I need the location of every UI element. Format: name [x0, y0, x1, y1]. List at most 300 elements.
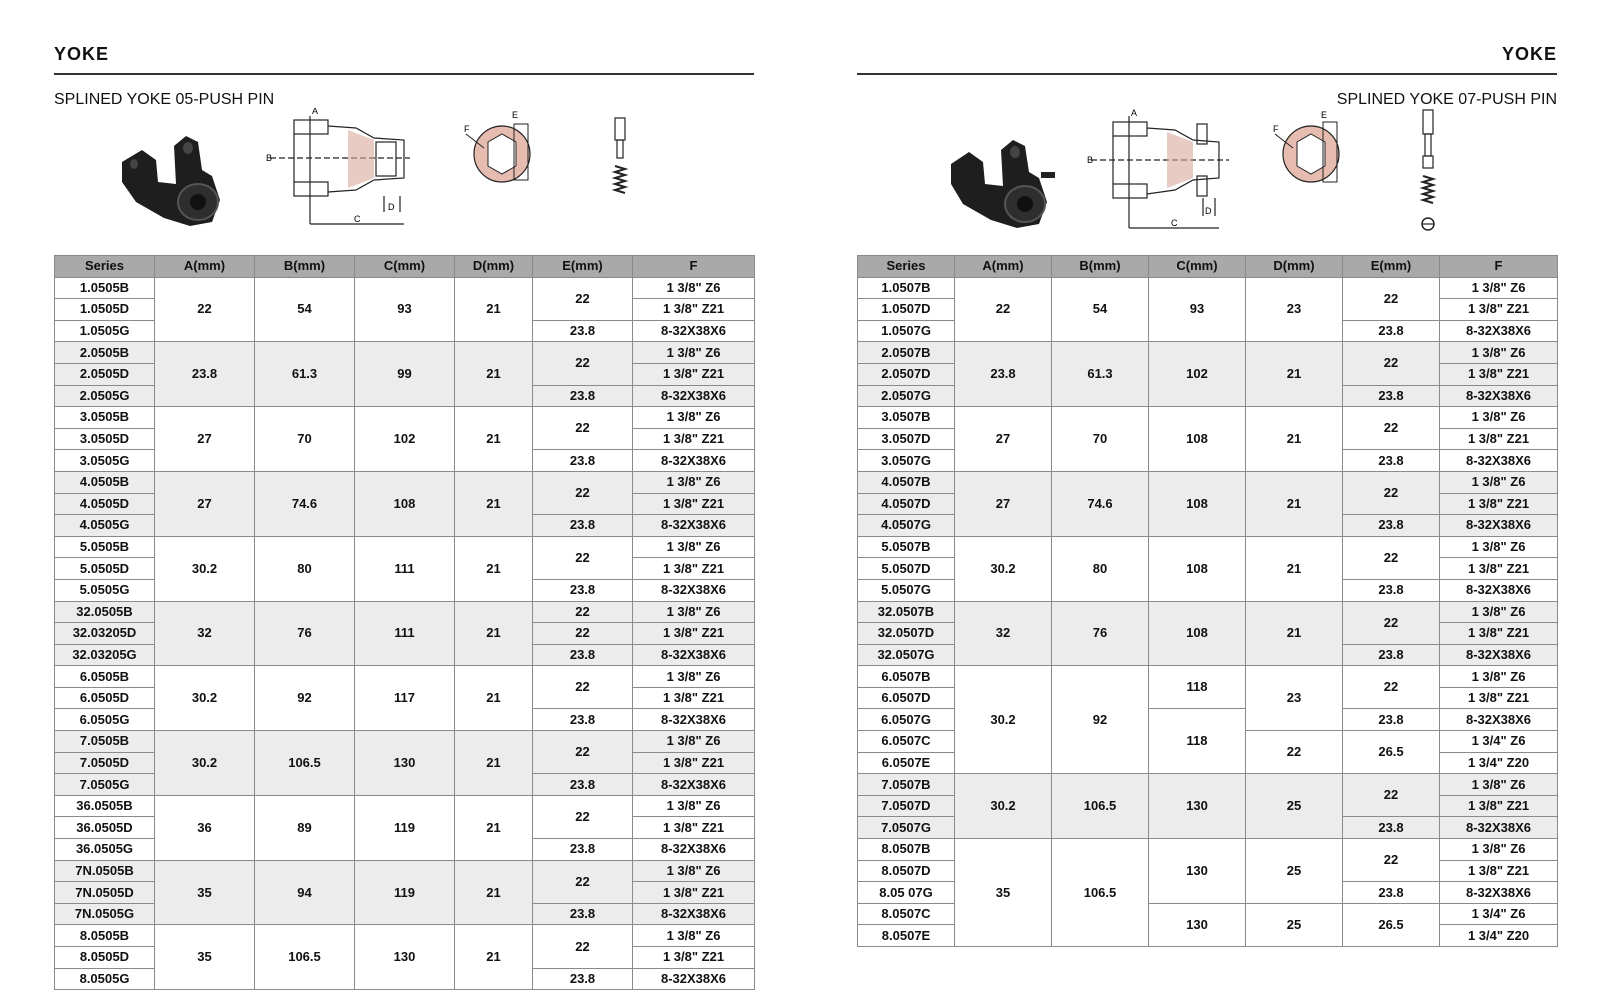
f-spline-cell: 1 3/8" Z6 [1440, 277, 1558, 299]
yoke-photo-icon [112, 122, 230, 230]
b-dimension-cell: 89 [255, 795, 355, 860]
b-dimension-cell: 106.5 [255, 925, 355, 990]
e-dimension-cell: 23.8 [533, 450, 633, 472]
e-dimension-cell: 23.8 [1343, 579, 1440, 601]
f-spline-cell: 8-32X38X6 [1440, 385, 1558, 407]
dim-label-d: D [388, 202, 395, 212]
e-dimension-cell: 22 [533, 471, 633, 514]
a-dimension-cell: 30.2 [955, 774, 1052, 839]
series-cell: 4.0507D [858, 493, 955, 515]
f-spline-cell: 1 3/8" Z6 [1440, 471, 1558, 493]
column-header: C(mm) [355, 256, 455, 278]
b-dimension-cell: 106.5 [1052, 839, 1149, 947]
a-dimension-cell: 27 [155, 471, 255, 536]
c-dimension-cell: 108 [1149, 536, 1246, 601]
c-dimension-cell: 108 [355, 471, 455, 536]
series-cell: 6.0507D [858, 687, 955, 709]
series-cell: 6.0505G [55, 709, 155, 731]
series-cell: 4.0505G [55, 515, 155, 537]
series-cell: 7.0507G [858, 817, 955, 839]
series-cell: 5.0507D [858, 558, 955, 580]
series-cell: 7.0505B [55, 731, 155, 753]
series-cell: 36.0505G [55, 839, 155, 861]
e-dimension-cell: 22 [1343, 342, 1440, 385]
yoke-side-drawing-icon [264, 108, 414, 230]
table-row [858, 666, 1558, 688]
f-spline-cell: 1 3/8" Z21 [633, 363, 755, 385]
page-title: YOKE [1501, 44, 1557, 64]
e-dimension-cell: 23.8 [533, 644, 633, 666]
c-dimension-cell: 111 [355, 536, 455, 601]
f-spline-cell: 8-32X38X6 [633, 320, 755, 342]
table-row [858, 471, 1558, 493]
series-cell: 6.0505B [55, 666, 155, 688]
f-spline-cell: 1 3/8" Z6 [633, 666, 755, 688]
c-dimension-cell: 130 [355, 925, 455, 990]
f-spline-cell: 8-32X38X6 [633, 774, 755, 796]
c-dimension-cell: 119 [355, 795, 455, 860]
f-spline-cell: 8-32X38X6 [1440, 817, 1558, 839]
f-spline-cell: 1 3/8" Z21 [1440, 299, 1558, 321]
f-spline-cell: 8-32X38X6 [1440, 882, 1558, 904]
f-spline-cell: 1 3/8" Z21 [1440, 623, 1558, 645]
f-spline-cell: 8-32X38X6 [633, 515, 755, 537]
f-spline-cell: 1 3/8" Z21 [1440, 558, 1558, 580]
e-dimension-cell: 22 [533, 601, 633, 623]
f-spline-cell: 1 3/8" Z6 [633, 471, 755, 493]
f-spline-cell: 1 3/8" Z21 [633, 817, 755, 839]
series-cell: 5.0505B [55, 536, 155, 558]
e-dimension-cell: 23.8 [1343, 644, 1440, 666]
f-spline-cell: 1 3/8" Z21 [1440, 363, 1558, 385]
table-body [858, 277, 1558, 946]
b-dimension-cell: 94 [255, 860, 355, 925]
e-dimension-cell: 26.5 [1343, 731, 1440, 774]
d-dimension-cell: 21 [455, 795, 533, 860]
column-header: A(mm) [955, 256, 1052, 278]
f-spline-cell: 1 3/8" Z21 [633, 493, 755, 515]
d-dimension-cell: 25 [1246, 774, 1343, 839]
column-header: E(mm) [1343, 256, 1440, 278]
e-dimension-cell: 23.8 [533, 320, 633, 342]
series-cell: 8.0505G [55, 968, 155, 990]
series-cell: 8.0507B [858, 839, 955, 861]
series-cell: 1.0505G [55, 320, 155, 342]
c-dimension-cell: 117 [355, 666, 455, 731]
e-dimension-cell: 23.8 [533, 839, 633, 861]
yoke-photo-icon [941, 128, 1061, 232]
b-dimension-cell: 80 [1052, 536, 1149, 601]
series-cell: 2.0505B [55, 342, 155, 364]
d-dimension-cell: 21 [455, 471, 533, 536]
a-dimension-cell: 27 [955, 407, 1052, 472]
series-cell: 4.0505B [55, 471, 155, 493]
push-pin-icon [610, 114, 630, 204]
table-header-row [858, 256, 1558, 278]
series-cell: 32.03205D [55, 623, 155, 645]
series-cell: 3.0507G [858, 450, 955, 472]
e-dimension-cell: 23.8 [1343, 882, 1440, 904]
series-cell: 36.0505D [55, 817, 155, 839]
f-spline-cell: 8-32X38X6 [1440, 709, 1558, 731]
d-dimension-cell: 23 [1246, 666, 1343, 731]
table-row [55, 407, 755, 429]
series-cell: 8.05 07G [858, 882, 955, 904]
b-dimension-cell: 92 [1052, 666, 1149, 774]
series-cell: 7.0505G [55, 774, 155, 796]
f-spline-cell: 8-32X38X6 [1440, 450, 1558, 472]
f-spline-cell: 1 3/8" Z6 [633, 342, 755, 364]
f-spline-cell: 1 3/8" Z21 [633, 687, 755, 709]
f-spline-cell: 1 3/4" Z6 [1440, 903, 1558, 925]
series-cell: 6.0507B [858, 666, 955, 688]
b-dimension-cell: 70 [1052, 407, 1149, 472]
table-row [858, 277, 1558, 299]
a-dimension-cell: 32 [955, 601, 1052, 666]
series-cell: 4.0507B [858, 471, 955, 493]
e-dimension-cell: 26.5 [1343, 903, 1440, 946]
series-cell: 7N.0505G [55, 903, 155, 925]
b-dimension-cell: 76 [255, 601, 355, 666]
series-cell: 1.0505B [55, 277, 155, 299]
table-row [858, 536, 1558, 558]
f-spline-cell: 1 3/4" Z6 [1440, 731, 1558, 753]
c-dimension-cell: 111 [355, 601, 455, 666]
dim-label-b: B [266, 153, 273, 163]
c-dimension-cell: 119 [355, 860, 455, 925]
series-cell: 7N.0505B [55, 860, 155, 882]
b-dimension-cell: 74.6 [255, 471, 355, 536]
e-dimension-cell: 22 [1343, 839, 1440, 882]
table-row [55, 277, 755, 299]
c-dimension-cell: 118 [1149, 666, 1246, 709]
b-dimension-cell: 76 [1052, 601, 1149, 666]
table-row [55, 925, 755, 947]
series-cell: 8.0505B [55, 925, 155, 947]
b-dimension-cell: 54 [1052, 277, 1149, 342]
e-dimension-cell: 22 [533, 731, 633, 774]
a-dimension-cell: 35 [155, 860, 255, 925]
d-dimension-cell: 21 [1246, 342, 1343, 407]
table-body [55, 277, 755, 990]
column-header: D(mm) [455, 256, 533, 278]
c-dimension-cell: 108 [1149, 471, 1246, 536]
yoke-figures [54, 108, 754, 244]
series-cell: 6.0507C [858, 731, 955, 753]
f-spline-cell: 8-32X38X6 [633, 450, 755, 472]
d-dimension-cell: 25 [1246, 839, 1343, 904]
e-dimension-cell: 22 [1343, 774, 1440, 817]
f-spline-cell: 1 3/8" Z21 [633, 428, 755, 450]
f-spline-cell: 1 3/8" Z21 [633, 947, 755, 969]
d-dimension-cell: 22 [1246, 731, 1343, 774]
b-dimension-cell: 74.6 [1052, 471, 1149, 536]
e-dimension-cell: 23.8 [533, 774, 633, 796]
column-header: F [1440, 256, 1558, 278]
series-cell: 1.0507D [858, 299, 955, 321]
f-spline-cell: 8-32X38X6 [633, 709, 755, 731]
series-cell: 3.0505G [55, 450, 155, 472]
table-row [55, 666, 755, 688]
e-dimension-cell: 22 [1343, 666, 1440, 709]
f-spline-cell: 1 3/8" Z6 [633, 601, 755, 623]
series-cell: 3.0507D [858, 428, 955, 450]
d-dimension-cell: 21 [455, 601, 533, 666]
series-cell: 4.0505D [55, 493, 155, 515]
e-dimension-cell: 23.8 [1343, 817, 1440, 839]
e-dimension-cell: 22 [533, 795, 633, 838]
series-cell: 6.0505D [55, 687, 155, 709]
e-dimension-cell: 22 [533, 277, 633, 320]
d-dimension-cell: 21 [455, 860, 533, 925]
table-row [55, 731, 755, 753]
e-dimension-cell: 23.8 [533, 579, 633, 601]
f-spline-cell: 1 3/8" Z21 [633, 558, 755, 580]
left-page [54, 0, 754, 1000]
series-cell: 5.0505G [55, 579, 155, 601]
series-cell: 2.0507G [858, 385, 955, 407]
series-cell: 1.0505D [55, 299, 155, 321]
dim-label-a: A [312, 108, 319, 116]
series-cell: 32.03205G [55, 644, 155, 666]
header-divider [54, 73, 754, 75]
e-dimension-cell: 22 [533, 925, 633, 968]
f-spline-cell: 1 3/8" Z6 [633, 860, 755, 882]
series-cell: 1.0507B [858, 277, 955, 299]
push-pin-icon [1417, 108, 1439, 240]
dim-label-f: F [464, 124, 470, 134]
f-spline-cell: 1 3/8" Z21 [1440, 493, 1558, 515]
e-dimension-cell: 22 [533, 536, 633, 579]
d-dimension-cell: 21 [1246, 601, 1343, 666]
a-dimension-cell: 30.2 [155, 536, 255, 601]
c-dimension-cell: 108 [1149, 407, 1246, 472]
a-dimension-cell: 22 [955, 277, 1052, 342]
spec-table [54, 255, 755, 990]
dim-label-a: A [1131, 108, 1138, 118]
c-dimension-cell: 130 [1149, 839, 1246, 904]
e-dimension-cell: 22 [533, 623, 633, 645]
f-spline-cell: 1 3/8" Z21 [633, 752, 755, 774]
b-dimension-cell: 61.3 [1052, 342, 1149, 407]
table-row [858, 774, 1558, 796]
a-dimension-cell: 32 [155, 601, 255, 666]
f-spline-cell: 1 3/8" Z21 [633, 882, 755, 904]
series-cell: 32.0505B [55, 601, 155, 623]
series-cell: 3.0507B [858, 407, 955, 429]
dim-label-d: D [1205, 206, 1212, 216]
spec-table [857, 255, 1558, 947]
c-dimension-cell: 108 [1149, 601, 1246, 666]
f-spline-cell: 1 3/8" Z6 [1440, 774, 1558, 796]
e-dimension-cell: 22 [533, 860, 633, 903]
a-dimension-cell: 30.2 [955, 536, 1052, 601]
c-dimension-cell: 93 [355, 277, 455, 342]
a-dimension-cell: 27 [155, 407, 255, 472]
c-dimension-cell: 130 [355, 731, 455, 796]
dim-label-c: C [354, 214, 361, 224]
series-cell: 32.0507D [858, 623, 955, 645]
b-dimension-cell: 54 [255, 277, 355, 342]
d-dimension-cell: 23 [1246, 277, 1343, 342]
yoke-figures [857, 108, 1557, 244]
series-cell: 7.0505D [55, 752, 155, 774]
a-dimension-cell: 23.8 [955, 342, 1052, 407]
b-dimension-cell: 70 [255, 407, 355, 472]
f-spline-cell: 8-32X38X6 [633, 644, 755, 666]
column-header: B(mm) [255, 256, 355, 278]
yoke-end-view-icon [462, 108, 552, 188]
f-spline-cell: 8-32X38X6 [633, 968, 755, 990]
e-dimension-cell: 22 [1343, 536, 1440, 579]
e-dimension-cell: 22 [533, 407, 633, 450]
a-dimension-cell: 30.2 [955, 666, 1052, 774]
c-dimension-cell: 102 [355, 407, 455, 472]
f-spline-cell: 1 3/8" Z21 [1440, 687, 1558, 709]
b-dimension-cell: 80 [255, 536, 355, 601]
dim-label-b: B [1087, 155, 1094, 165]
series-cell: 8.0507E [858, 925, 955, 947]
table-row [55, 536, 755, 558]
section-subtitle: SPLINED YOKE 07-PUSH PIN [1336, 91, 1557, 108]
f-spline-cell: 1 3/8" Z21 [633, 299, 755, 321]
e-dimension-cell: 23.8 [1343, 450, 1440, 472]
a-dimension-cell: 35 [155, 925, 255, 990]
series-cell: 2.0507D [858, 363, 955, 385]
e-dimension-cell: 22 [533, 342, 633, 385]
c-dimension-cell: 118 [1149, 709, 1246, 774]
series-cell: 4.0507G [858, 515, 955, 537]
f-spline-cell: 1 3/8" Z6 [1440, 666, 1558, 688]
column-header: F [633, 256, 755, 278]
series-cell: 5.0507B [858, 536, 955, 558]
column-header: Series [858, 256, 955, 278]
f-spline-cell: 1 3/4" Z20 [1440, 925, 1558, 947]
table-row [858, 407, 1558, 429]
series-cell: 8.0507C [858, 903, 955, 925]
f-spline-cell: 1 3/8" Z6 [633, 925, 755, 947]
column-header: E(mm) [533, 256, 633, 278]
c-dimension-cell: 93 [1149, 277, 1246, 342]
yoke-side-drawing-icon [1085, 108, 1235, 234]
e-dimension-cell: 22 [1343, 471, 1440, 514]
d-dimension-cell: 21 [1246, 536, 1343, 601]
d-dimension-cell: 21 [455, 342, 533, 407]
table-row [858, 601, 1558, 623]
d-dimension-cell: 21 [1246, 407, 1343, 472]
d-dimension-cell: 21 [455, 925, 533, 990]
header-divider [857, 73, 1557, 75]
dim-label-f: F [1273, 124, 1279, 134]
a-dimension-cell: 36 [155, 795, 255, 860]
table-row [55, 471, 755, 493]
dim-label-e: E [1321, 110, 1328, 120]
series-cell: 6.0507G [858, 709, 955, 731]
f-spline-cell: 8-32X38X6 [633, 385, 755, 407]
column-header: Series [55, 256, 155, 278]
dim-label-c: C [1171, 218, 1178, 228]
d-dimension-cell: 21 [455, 407, 533, 472]
series-cell: 7N.0505D [55, 882, 155, 904]
table-row [55, 860, 755, 882]
column-header: C(mm) [1149, 256, 1246, 278]
f-spline-cell: 8-32X38X6 [633, 903, 755, 925]
a-dimension-cell: 30.2 [155, 666, 255, 731]
series-cell: 2.0507B [858, 342, 955, 364]
f-spline-cell: 1 3/8" Z6 [1440, 342, 1558, 364]
f-spline-cell: 8-32X38X6 [1440, 644, 1558, 666]
f-spline-cell: 1 3/8" Z21 [633, 623, 755, 645]
d-dimension-cell: 21 [455, 666, 533, 731]
e-dimension-cell: 23.8 [1343, 515, 1440, 537]
series-cell: 3.0505B [55, 407, 155, 429]
f-spline-cell: 8-32X38X6 [1440, 515, 1558, 537]
c-dimension-cell: 102 [1149, 342, 1246, 407]
a-dimension-cell: 30.2 [155, 731, 255, 796]
a-dimension-cell: 22 [155, 277, 255, 342]
column-header: D(mm) [1246, 256, 1343, 278]
table-row [858, 839, 1558, 861]
c-dimension-cell: 130 [1149, 774, 1246, 839]
f-spline-cell: 1 3/8" Z6 [633, 536, 755, 558]
series-cell: 3.0505D [55, 428, 155, 450]
f-spline-cell: 8-32X38X6 [1440, 579, 1558, 601]
series-cell: 36.0505B [55, 795, 155, 817]
page-title: YOKE [54, 44, 110, 64]
series-cell: 7.0507B [858, 774, 955, 796]
series-cell: 32.0507G [858, 644, 955, 666]
b-dimension-cell: 61.3 [255, 342, 355, 407]
e-dimension-cell: 22 [1343, 601, 1440, 644]
f-spline-cell: 1 3/8" Z6 [1440, 407, 1558, 429]
f-spline-cell: 1 3/8" Z6 [1440, 601, 1558, 623]
e-dimension-cell: 23.8 [533, 709, 633, 731]
e-dimension-cell: 23.8 [1343, 320, 1440, 342]
f-spline-cell: 8-32X38X6 [633, 579, 755, 601]
e-dimension-cell: 23.8 [533, 385, 633, 407]
f-spline-cell: 1 3/8" Z6 [633, 795, 755, 817]
series-cell: 6.0507E [858, 752, 955, 774]
a-dimension-cell: 23.8 [155, 342, 255, 407]
e-dimension-cell: 23.8 [533, 515, 633, 537]
series-cell: 7.0507D [858, 795, 955, 817]
f-spline-cell: 1 3/8" Z6 [1440, 839, 1558, 861]
f-spline-cell: 1 3/8" Z21 [1440, 795, 1558, 817]
f-spline-cell: 1 3/8" Z6 [633, 277, 755, 299]
d-dimension-cell: 21 [455, 277, 533, 342]
series-cell: 2.0505D [55, 363, 155, 385]
d-dimension-cell: 21 [455, 536, 533, 601]
table-row [55, 342, 755, 364]
right-page [857, 0, 1557, 1000]
e-dimension-cell: 23.8 [533, 968, 633, 990]
a-dimension-cell: 35 [955, 839, 1052, 947]
e-dimension-cell: 23.8 [533, 903, 633, 925]
f-spline-cell: 1 3/8" Z6 [633, 407, 755, 429]
c-dimension-cell: 130 [1149, 903, 1246, 946]
table-header-row [55, 256, 755, 278]
series-cell: 8.0505D [55, 947, 155, 969]
e-dimension-cell: 22 [1343, 407, 1440, 450]
f-spline-cell: 8-32X38X6 [1440, 320, 1558, 342]
f-spline-cell: 1 3/4" Z20 [1440, 752, 1558, 774]
series-cell: 2.0505G [55, 385, 155, 407]
a-dimension-cell: 27 [955, 471, 1052, 536]
d-dimension-cell: 25 [1246, 903, 1343, 946]
series-cell: 5.0505D [55, 558, 155, 580]
dim-label-e: E [512, 110, 519, 120]
e-dimension-cell: 22 [533, 666, 633, 709]
